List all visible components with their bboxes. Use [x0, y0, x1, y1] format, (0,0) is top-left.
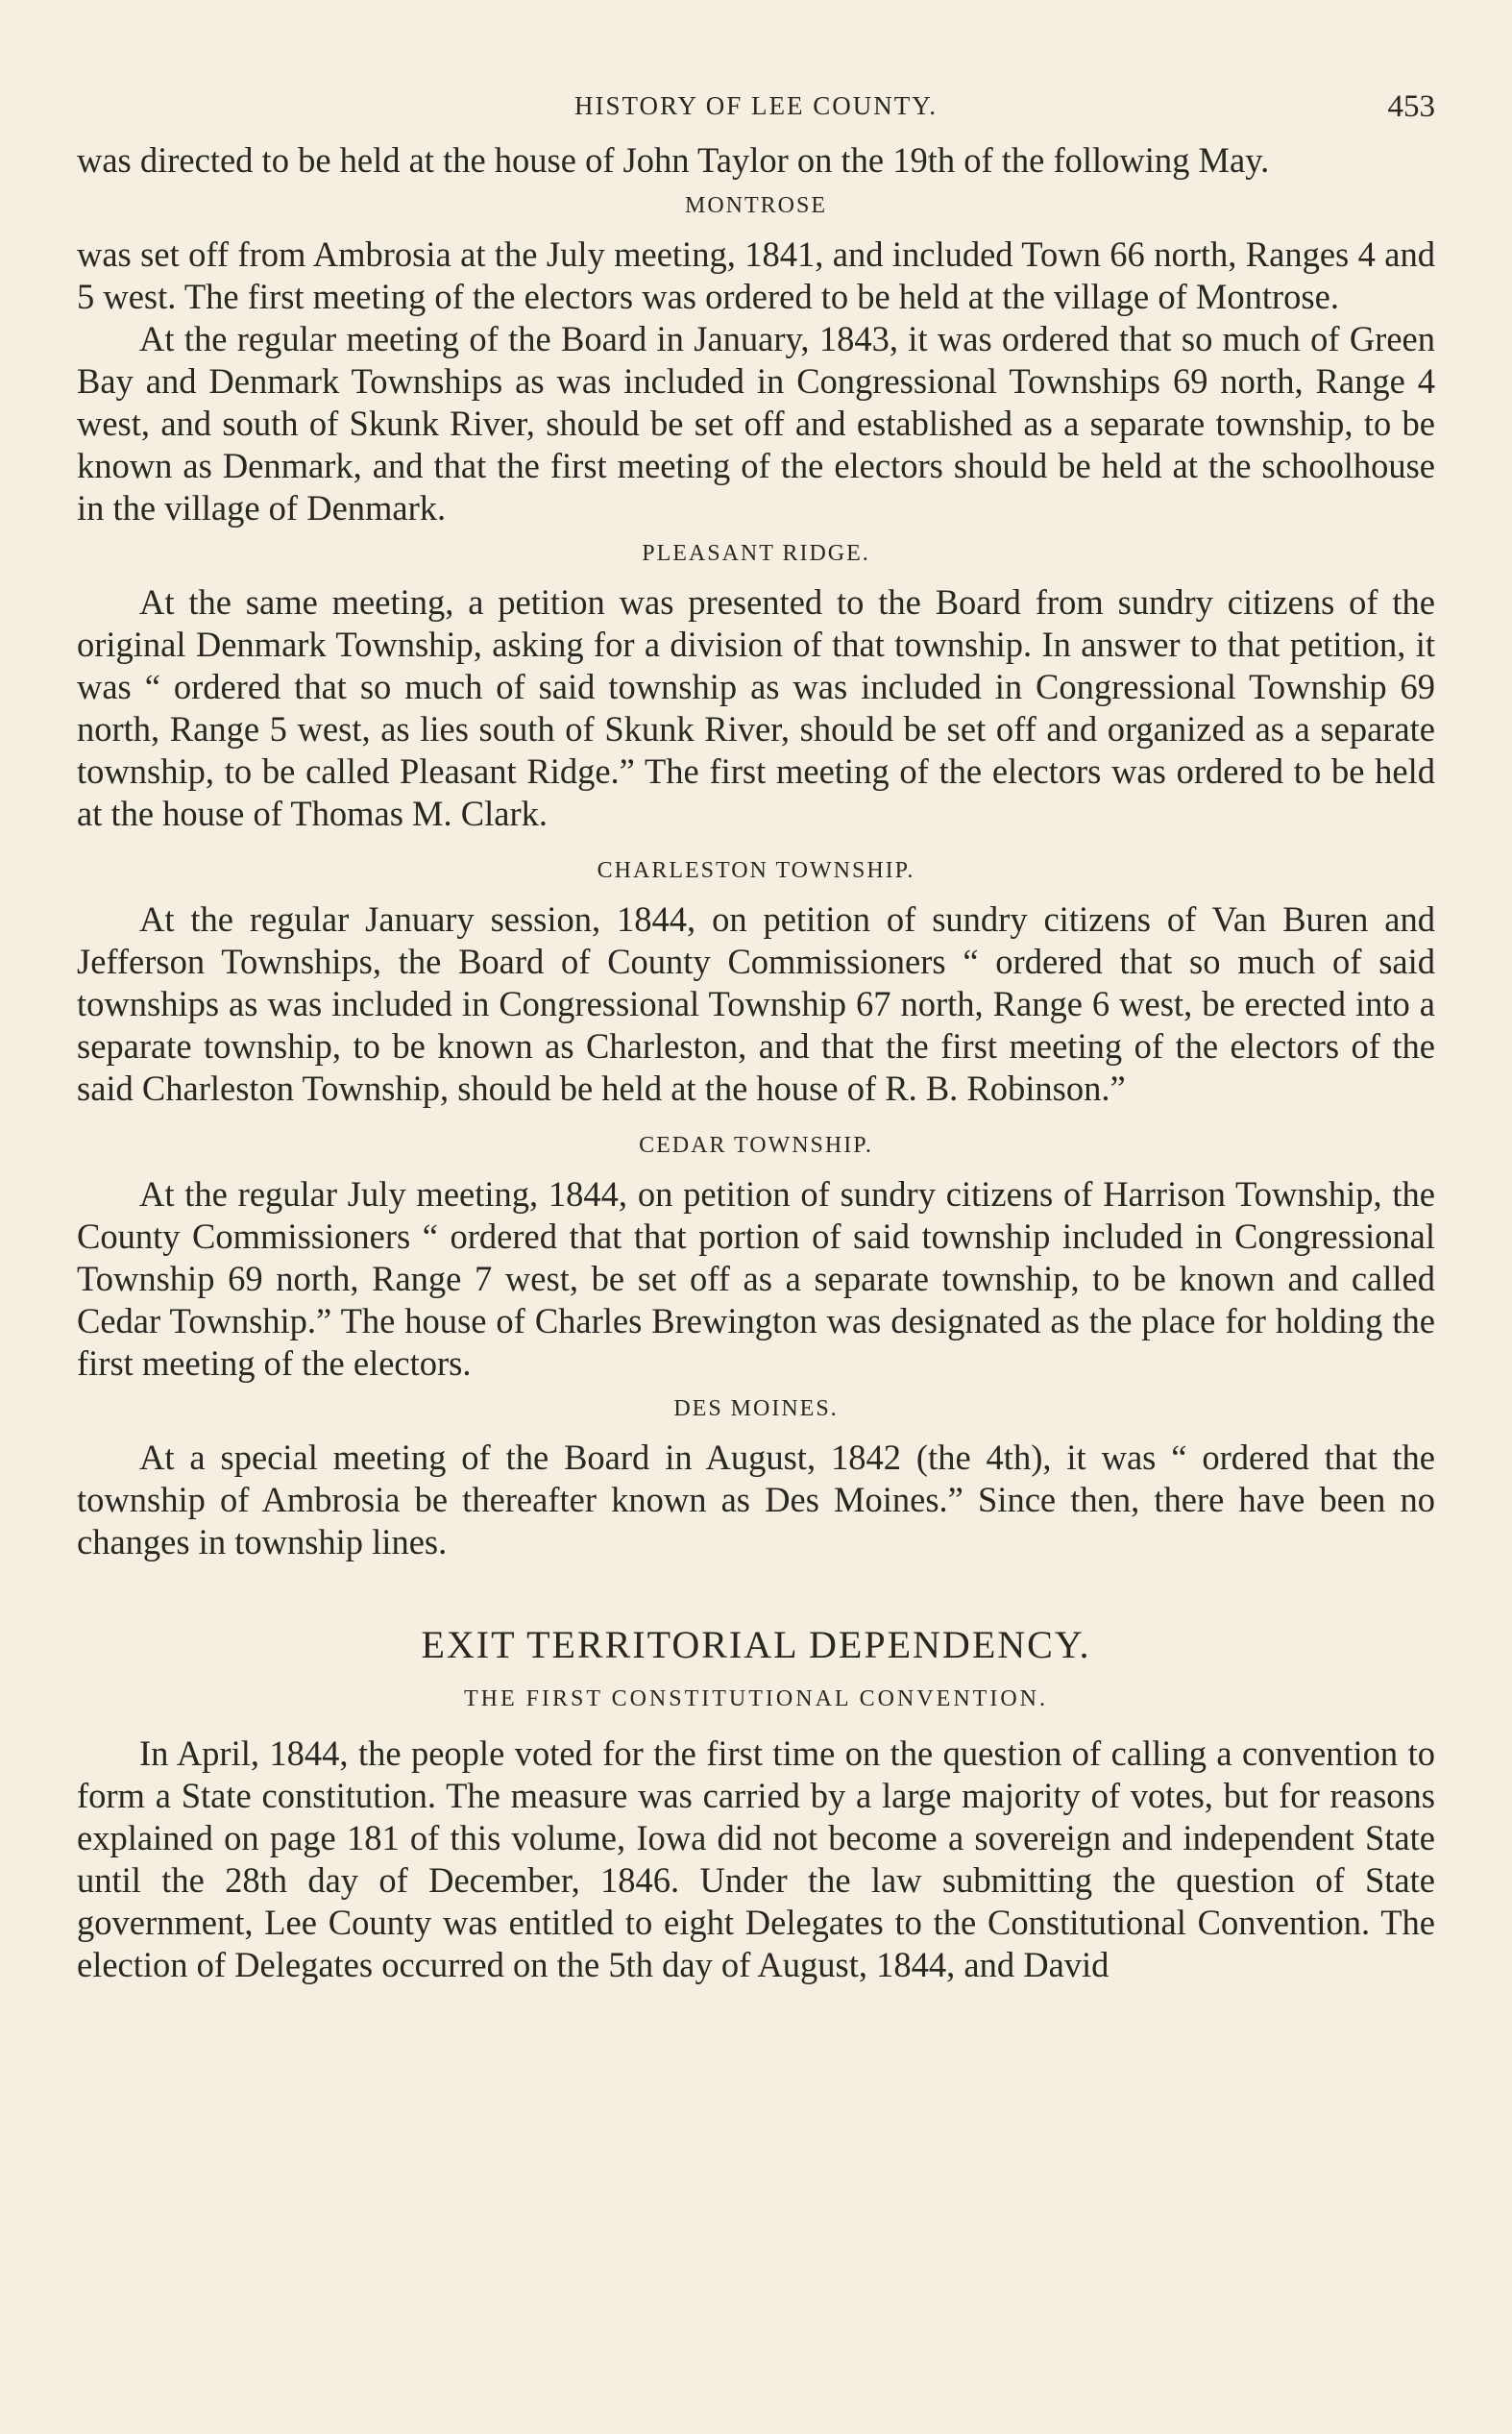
- paragraph-pleasant-ridge: At the same meeting, a petition was presented to the Board from sundry citizens of the original Denmark Township, asking for a division of that township. In answer to that petition, it was “ ordered that so much of said township as was included in Congressional Township 69 north, Range 5 west, as lies south of Skunk River, should be set off and organized as a separate township, to be called Pleasant Ridge.” The first meeting of the electors was ordered to be held at the house of Thomas M. Clark.: [77, 582, 1435, 833]
- page-number: 453: [1387, 89, 1435, 124]
- chapter-title: EXIT TERRITORIAL DEPENDENCY.: [421, 1623, 1091, 1666]
- paragraph-montrose-1: was set off from Ambrosia at the July meeting, 1841, and included Town 66 north, Ranges 4 and 5 west. The first meeting of the electors was ordered to be held at the village of Montrose.: [77, 234, 1435, 316]
- running-head: [77, 91, 1435, 139]
- section-heading-pleasant-ridge: PLEASANT RIDGE.: [642, 541, 870, 566]
- page-body: [77, 139, 1435, 1986]
- paragraph-charleston: At the regular January session, 1844, on petition of sundry citizens of Van Buren and Jefferson Townships, the Board of County Commissioners “ ordered that so much of said townships as was included in Congressional Township 67 north, Range 6 west, be erected into a separate township, to be known as Charleston, and that the first meeting of the electors of the said Charleston Township, should be held at the house of R. B. Robinson.”: [77, 899, 1435, 1108]
- paragraph-convention: In April, 1844, the people voted for the first time on the question of calling a convention to form a State constitution. The measure was carried by a large majority of votes, but for reasons explained on page 181 of this volume, Iowa did not become a sovereign and independent State until the 28th day of December, 1846. Under the law submitting the question of State government, Lee County was entitled to eight Delegates to the Constitutional Convention. The election of Delegates occurred on the 5th day of August, 1844, and David: [77, 1733, 1435, 1984]
- paragraph-cedar: At the regular July meeting, 1844, on petition of sundry citizens of Harrison Township, the County Commissioners “ ordered that that portion of said township included in Congressional Township 69 north, Range 7 west, be set off as a separate township, to be known and called Cedar Township.” The house of Charles Brewington was designated as the place for holding the first meeting of the electors.: [77, 1174, 1435, 1383]
- chapter-subtitle: THE FIRST CONSTITUTIONAL CONVENTION.: [464, 1686, 1048, 1711]
- paragraph-montrose-2: At the regular meeting of the Board in January, 1843, it was ordered that so much of Green Bay and Denmark Townships as was included in Congressional Townships 69 north, Range 4 west, and south of Skunk River, should be set off and established as a separate township, to be known as Denmark, and that the first meeting of the electors should be held at the schoolhouse in the village of Denmark.: [77, 319, 1435, 528]
- section-heading-cedar: CEDAR TOWNSHIP.: [639, 1133, 873, 1158]
- paragraph-des-moines: At a special meeting of the Board in August, 1842 (the 4th), it was “ ordered that the township of Ambrosia be thereafter known as Des Moines.” Since then, there have been no changes in township lines.: [77, 1438, 1435, 1561]
- book-page: [77, 91, 1435, 1986]
- paragraph-continuation: was directed to be held at the house of John Taylor on the 19th of the following May.: [77, 140, 1270, 180]
- section-heading-des-moines: DES MOINES.: [673, 1396, 839, 1421]
- running-title: HISTORY OF LEE COUNTY.: [573, 91, 939, 120]
- section-heading-charleston: CHARLESTON TOWNSHIP.: [597, 858, 915, 883]
- section-heading-montrose: MONTROSE: [684, 193, 827, 218]
